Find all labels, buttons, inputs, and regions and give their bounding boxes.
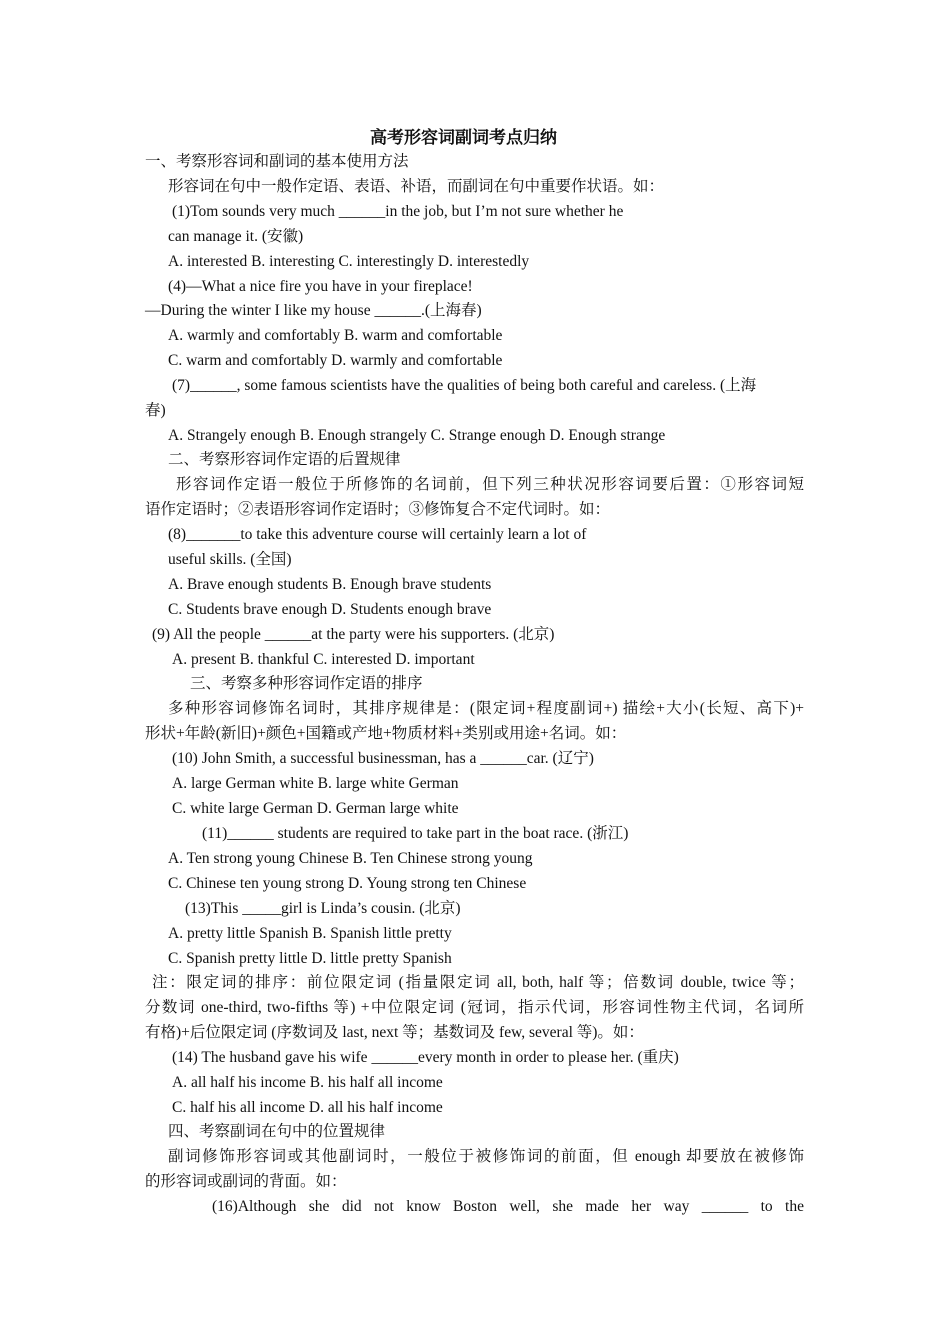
options-line: C. Students brave enough D. Students enough brave: [168, 601, 492, 618]
options-line: A. Brave enough students B. Enough brave students: [168, 576, 492, 593]
text-line: 多种形容词修饰名词时，其排序规律是：(限定词+程度副词+) 描绘+大小(长短、高下)+: [168, 700, 804, 717]
options-line: C. half his all income D. all his half income: [172, 1099, 443, 1116]
note-line: 注：限定词的排序：前位限定词 (指量限定词 all, both, half 等；倍数词 double, twice 等；: [152, 974, 804, 991]
question-8: (8)_______to take this adventure course will certainly learn a lot of: [168, 526, 587, 543]
options-line: A. present B. thankful C. interested D. important: [172, 651, 475, 668]
question-1: (1)Tom sounds very much ______in the job, but I’m not sure whether he: [172, 203, 624, 220]
question-13: (13)This _____girl is Linda’s cousin. (北京): [185, 900, 461, 917]
text-line: 形容词在句中一般作定语、表语、补语，而副词在句中重要作状语。如：: [168, 178, 665, 195]
options-line: C. Chinese ten young strong D. Young strong ten Chinese: [168, 875, 527, 892]
question-9: (9) All the people ______at the party were his supporters. (北京): [152, 626, 555, 643]
question-11: (11)______ students are required to take part in the boat race. (浙江): [202, 825, 629, 842]
note-line: 有格)+后位限定词 (序数词及 last, next 等；基数词及 few, several 等)。如：: [145, 1024, 644, 1041]
options-line: C. white large German D. German large white: [172, 800, 459, 817]
options-line: A. Ten strong young Chinese B. Ten Chinese strong young: [168, 850, 533, 867]
question-16: (16)Although she did not know Boston well, she made her way ______ to the: [212, 1198, 804, 1215]
section-heading-2: 二、考察形容词作定语的后置规律: [168, 451, 401, 468]
page-title: 高考形容词副词考点归纳: [370, 128, 557, 147]
options-line: A. all half his income B. his half all income: [172, 1074, 443, 1091]
section-heading-1: 一、考察形容词和副词的基本使用方法: [145, 153, 409, 170]
section-heading-4: 四、考察副词在句中的位置规律: [168, 1123, 386, 1140]
text-line: 副词修饰形容词或其他副词时，一般位于被修饰词的前面，但 enough 却要放在被修饰: [168, 1148, 804, 1165]
options-line: A. Strangely enough B. Enough strangely C. Strange enough D. Enough strange: [168, 427, 666, 444]
text-line: 春): [145, 402, 166, 419]
text-line: 形状+年龄(新旧)+颜色+国籍或产地+物质材料+类别或用途+名词。如：: [145, 725, 627, 742]
text-line: 形容词作定语一般位于所修饰的名词前，但下列三种状况形容词要后置：①形容词短: [176, 476, 804, 493]
text-line: 语作定语时；②表语形容词作定语时；③修饰复合不定代词时。如：: [145, 501, 611, 518]
question-14: (14) The husband gave his wife ______every month in order to please her. (重庆): [172, 1049, 679, 1066]
section-heading-3: 三、考察多种形容词作定语的排序: [190, 675, 423, 692]
text-line: 的形容词或副词的背面。如：: [145, 1173, 347, 1190]
options-line: A. warmly and comfortably B. warm and comfortable: [168, 327, 503, 344]
options-line: A. interested B. interesting C. interestingly D. interestedly: [168, 253, 530, 270]
question-10: (10) John Smith, a successful businessman, has a ______car. (辽宁): [172, 750, 594, 767]
question-7: (7)______, some famous scientists have the qualities of being both careful and careless. (上海: [172, 377, 757, 394]
text-line: useful skills. (全国): [168, 551, 292, 568]
options-line: A. large German white B. large white German: [172, 775, 459, 792]
text-line: —During the winter I like my house ______.(上海春): [145, 302, 482, 319]
text-line: can manage it. (安徽): [168, 228, 304, 245]
note-line: 分数词 one-third, two-fifths 等) +中位限定词 (冠词，指示代词，形容词性物主代词，名词所: [145, 999, 804, 1016]
question-4: (4)—What a nice fire you have in your fireplace!: [168, 278, 473, 295]
options-line: C. Spanish pretty little D. little pretty Spanish: [168, 950, 452, 967]
options-line: C. warm and comfortably D. warmly and comfortable: [168, 352, 503, 369]
options-line: A. pretty little Spanish B. Spanish little pretty: [168, 925, 452, 942]
